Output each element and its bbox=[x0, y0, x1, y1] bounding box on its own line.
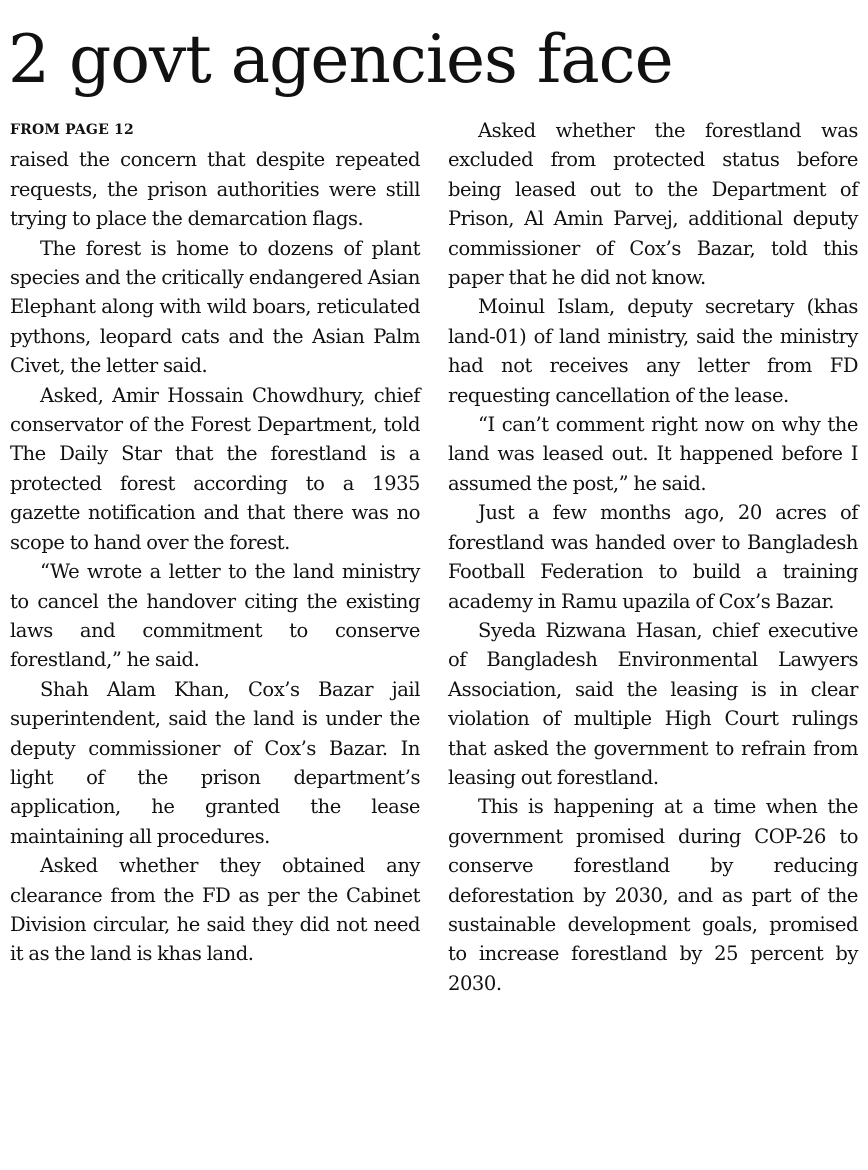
paragraph: “I can’t comment right now on why the land was leased out. It happened before I assumed the post,” he said. bbox=[448, 413, 858, 495]
right-column bbox=[448, 116, 858, 998]
paragraph: This is happening at a time when the government promised during COP-26 to conserve forestland by reducing deforestation by 2030, and as part of the sustainable development goals, promised to increase forestland by 25 percent by 2030. bbox=[448, 795, 858, 995]
headline: 2 govt agencies face bbox=[8, 21, 673, 98]
left-column bbox=[10, 116, 420, 969]
paragraph: Moinul Islam, deputy secretary (khas land-01) of land ministry, said the ministry had not receives any letter from FD requesting cancellation of the lease. bbox=[448, 295, 858, 407]
paragraph: Asked whether they obtained any clearance from the FD as per the Cabinet Division circular, he said they did not need it as the land is khas land. bbox=[10, 854, 420, 966]
paragraph: The forest is home to dozens of plant species and the critically endangered Asian Elephant along with wild boars, reticulated pythons, leopard cats and the Asian Palm Civet, the letter said. bbox=[10, 236, 420, 378]
continuation-kicker: FROM PAGE 12 bbox=[10, 122, 134, 138]
paragraph: Shah Alam Khan, Cox’s Bazar jail superintendent, said the land is under the deputy commissioner of Cox’s Bazar. In light of the prison department’s application, he granted the lease maintaining all procedures. bbox=[10, 677, 420, 848]
paragraph: “We wrote a letter to the land ministry to cancel the handover citing the existing laws and commitment to conserve forestland,” he said. bbox=[10, 560, 420, 672]
paragraph: Syeda Rizwana Hasan, chief executive of Bangladesh Environmental Lawyers Association, said the leasing is in clear violation of multiple High Court rulings that asked the government to refrain from leasing out forestland. bbox=[448, 618, 858, 789]
paragraph: Asked whether the forestland was excluded from protected status before being leased out to the Department of Prison, Al Amin Parvej, additional deputy commissioner of Cox’s Bazar, told this paper that he did not know. bbox=[448, 119, 858, 290]
paragraph: Just a few months ago, 20 acres of forestland was handed over to Bangladesh Football Federation to build a training academy in Ramu upazila of Cox’s Bazar. bbox=[448, 501, 858, 613]
paragraph: Asked, Amir Hossain Chowdhury, chief conservator of the Forest Department, told The Daily Star that the forestland is a protected forest according to a 1935 gazette notification and that there was no scope to hand over the forest. bbox=[10, 383, 420, 554]
paragraph: raised the concern that despite repeated requests, the prison authorities were still trying to place the demarcation flags. bbox=[10, 148, 420, 231]
